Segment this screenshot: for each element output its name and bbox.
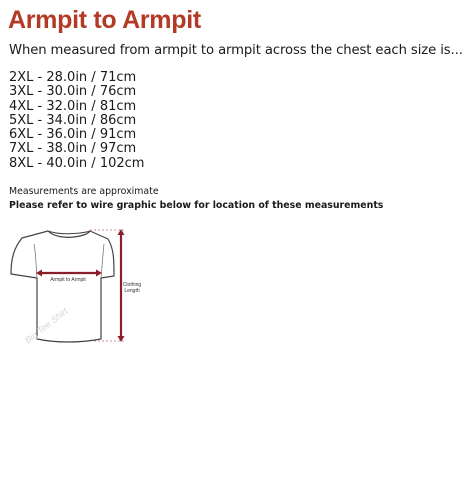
watermark-text: Big Tee Shirt: [22, 305, 70, 346]
size-item-6xl: 6XL - 36.0in / 91cm: [9, 127, 137, 143]
length-label-line1: Clothing: [122, 282, 142, 288]
armpit-label: Armpit to Armpit: [50, 277, 86, 283]
tshirt-diagram: [8, 222, 142, 348]
page-title: Armpit to Armpit: [8, 6, 201, 34]
size-list: [9, 71, 144, 171]
size-item-5xl: 5XL - 34.0in / 86cm: [9, 112, 137, 128]
size-item-7xl: 7XL - 38.0in / 97cm: [9, 141, 137, 157]
refer-note: Please refer to wire graphic below for location of these measurements: [9, 200, 384, 211]
size-item-3xl: 3XL - 30.0in / 76cm: [9, 84, 137, 100]
tshirt-outline: [11, 231, 114, 342]
intro-text: When measured from armpit to armpit across the chest each size is...: [9, 43, 463, 58]
approximate-note: Measurements are approximate: [9, 186, 159, 197]
tshirt-collar: [48, 231, 90, 234]
size-item-4xl: 4XL - 32.0in / 81cm: [9, 98, 137, 114]
length-label-line2: Length: [124, 288, 140, 294]
size-item-2xl: 2XL - 28.0in / 71cm: [9, 70, 137, 85]
tshirt-measurement-graphic: [8, 222, 142, 348]
size-item-8xl: 8XL - 40.0in / 102cm: [9, 155, 145, 171]
